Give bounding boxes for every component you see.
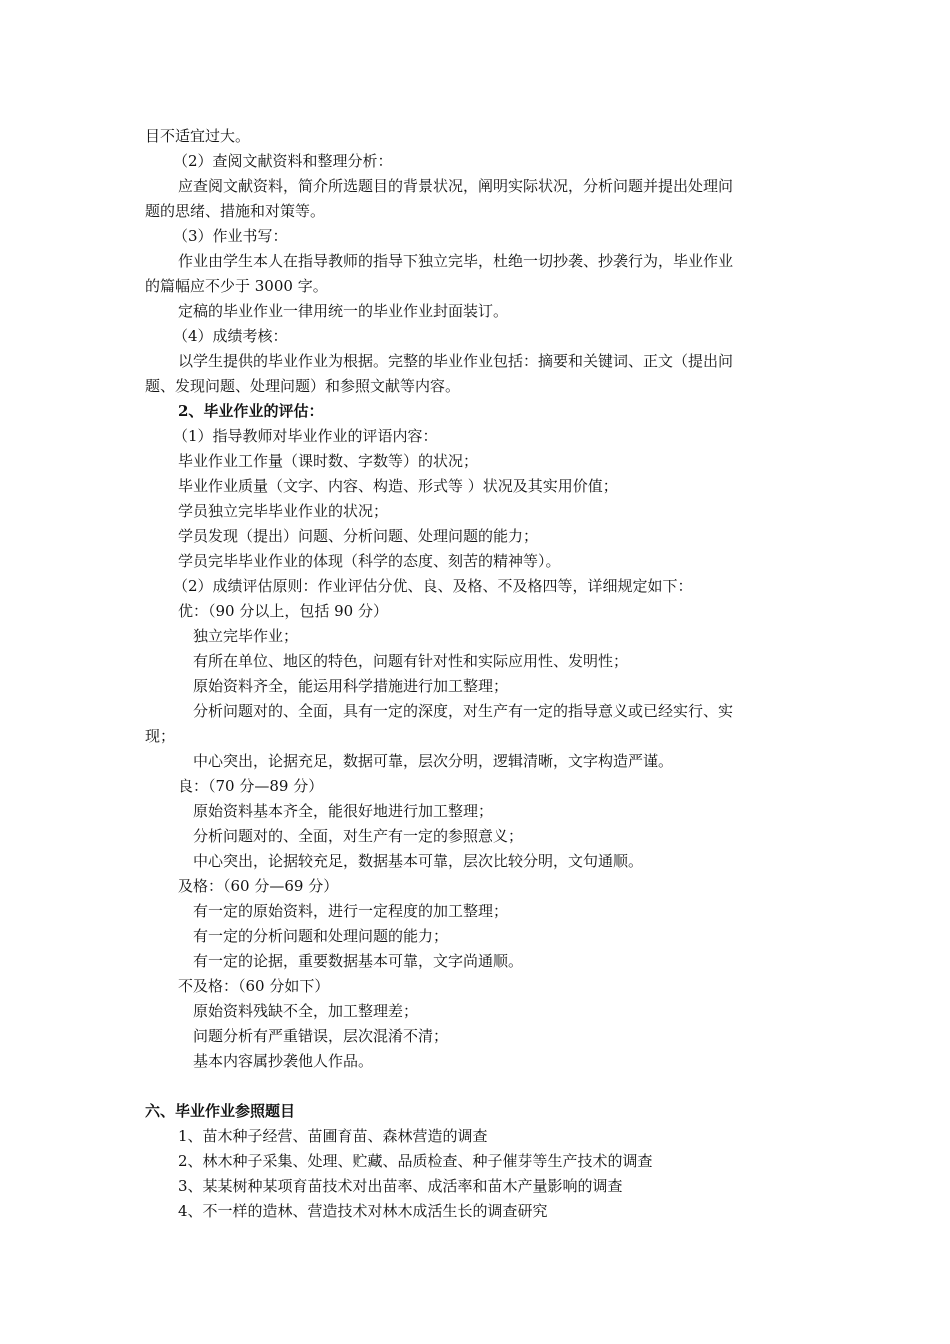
- text-line: 以学生提供的毕业作业为根据。完整的毕业作业包括：摘要和关键词、正文（提出问: [178, 352, 734, 370]
- text-line: 的篇幅应不少于 3000 字。: [145, 277, 328, 295]
- grade-heading: 及格：（60 分—69 分）: [178, 877, 339, 895]
- text-line: 应查阅文献资料，简介所选题目的背景状况，阐明实际状况，分析问题并提出处理问: [178, 177, 734, 195]
- text-line: 原始资料基本齐全，能很好地进行加工整理；: [193, 802, 494, 820]
- text-line: 目不适宜过大。: [145, 127, 251, 145]
- text-line: 学员完毕毕业作业的体现（科学的态度、刻苦的精神等）。: [178, 552, 561, 570]
- text-line: 作业由学生本人在指导教师的指导下独立完毕，杜绝一切抄袭、抄袭行为，毕业作业: [178, 252, 734, 270]
- text-line: 学员独立完毕毕业作业的状况；: [178, 502, 389, 520]
- text-line: 中心突出，论据充足，数据可靠，层次分明，逻辑清晰，文字构造严谨。: [193, 752, 674, 770]
- text-line: 毕业作业工作量（课时数、字数等）的状况；: [178, 452, 479, 470]
- text-line: 有一定的原始资料，进行一定程度的加工整理；: [193, 902, 509, 920]
- text-line: 有一定的分析问题和处理问题的能力；: [193, 927, 449, 945]
- text-line: 基本内容属抄袭他人作品。: [193, 1052, 374, 1070]
- grade-heading: 良：（70 分—89 分）: [178, 777, 324, 795]
- grade-heading: 不及格：（60 分如下）: [178, 977, 330, 995]
- subsection-heading: （2）成绩评估原则：作业评估分优、良、及格、不及格四等，详细规定如下：: [173, 577, 693, 595]
- text-line: 有一定的论据，重要数据基本可靠，文字尚通顺。: [193, 952, 524, 970]
- text-line: 题、发现问题、处理问题）和参照文献等内容。: [145, 377, 461, 395]
- subsection-heading: （3）作业书写：: [173, 227, 288, 245]
- text-line: 原始资料残缺不全，加工整理差；: [193, 1002, 419, 1020]
- text-line: 分析问题对的、全面，对生产有一定的参照意义；: [193, 827, 524, 845]
- text-line: 中心突出，论据较充足，数据基本可靠，层次比较分明，文句通顺。: [193, 852, 644, 870]
- text-line: 现；: [145, 727, 176, 745]
- topic-item: 1、苗木种子经营、苗圃育苗、森林营造的调查: [178, 1127, 488, 1145]
- text-line: 毕业作业质量（文字、内容、构造、形式等 ）状况及其实用价值；: [178, 477, 618, 495]
- topic-item: 4、不一样的造林、营造技术对林木成活生长的调查研究: [178, 1202, 548, 1220]
- subsection-heading: （1）指导教师对毕业作业的评语内容：: [173, 427, 438, 445]
- section-heading: 六、毕业作业参照题目: [145, 1102, 296, 1120]
- text-line: 独立完毕作业；: [193, 627, 299, 645]
- topic-item: 2、林木种子采集、处理、贮藏、品质检查、种子催芽等生产技术的调查: [178, 1152, 653, 1170]
- grade-heading: 优：（90 分以上，包括 90 分）: [178, 602, 388, 620]
- topic-item: 3、某某树种某项育苗技术对出苗率、成活率和苗木产量影响的调查: [178, 1177, 623, 1195]
- text-line: 定稿的毕业作业一律用统一的毕业作业封面装订。: [178, 302, 509, 320]
- subsection-heading: （4）成绩考核：: [173, 327, 288, 345]
- text-line: 有所在单位、地区的特色，问题有针对性和实际应用性、发明性；: [193, 652, 629, 670]
- text-line: 学员发现（提出）问题、分析问题、处理问题的能力；: [178, 527, 539, 545]
- text-line: 分析问题对的、全面，具有一定的深度，对生产有一定的指导意义或已经实行、实: [193, 702, 734, 720]
- section-heading: 2、毕业作业的评估：: [178, 402, 324, 420]
- subsection-heading: （2）查阅文献资料和整理分析：: [173, 152, 393, 170]
- text-line: 原始资料齐全，能运用科学措施进行加工整理；: [193, 677, 509, 695]
- text-line: 问题分析有严重错误，层次混淆不清；: [193, 1027, 449, 1045]
- text-line: 题的思绪、措施和对策等。: [145, 202, 326, 220]
